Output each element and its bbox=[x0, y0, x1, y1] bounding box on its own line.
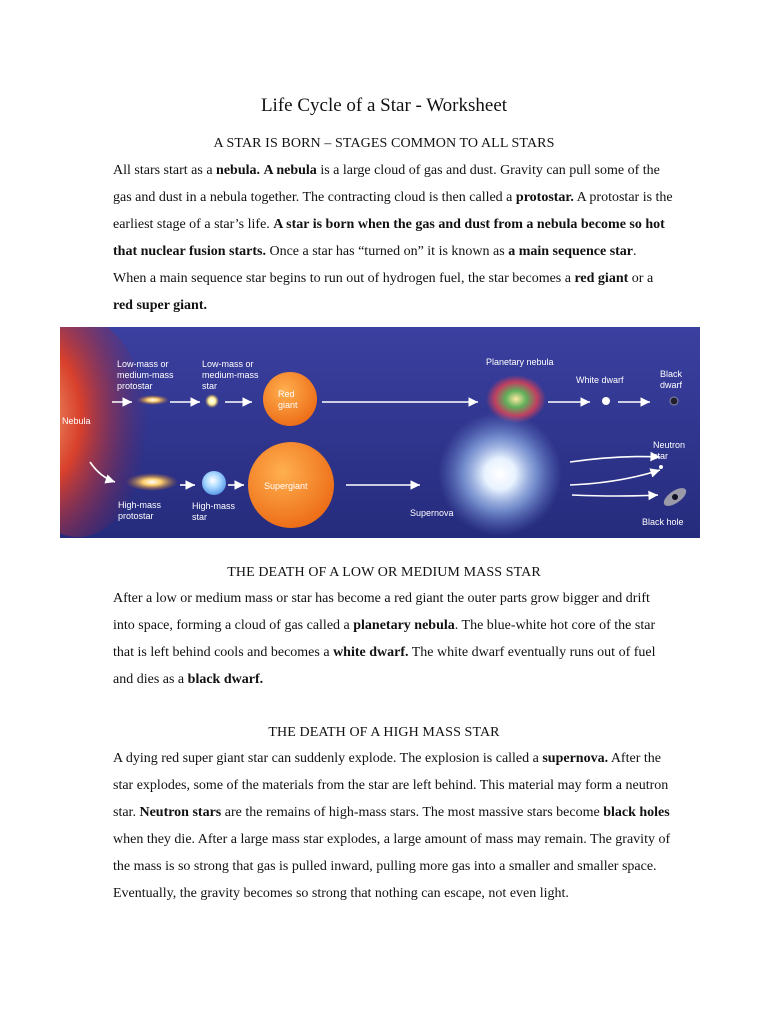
section-heading-high-mass-death: THE DEATH OF A HIGH MASS STAR bbox=[268, 725, 500, 740]
label-planetary-nebula: Planetary nebula bbox=[486, 357, 554, 367]
label-high-star-1: High-mass bbox=[192, 501, 236, 511]
text-run: or a bbox=[628, 271, 654, 286]
white-dwarf-image bbox=[602, 397, 610, 405]
star-life-cycle-diagram bbox=[60, 327, 700, 538]
low-mass-protostar-image bbox=[137, 395, 169, 405]
text-run: A dying red super giant star can suddenly explode. The explosion is called a bbox=[113, 751, 543, 766]
label-black-hole: Black hole bbox=[642, 517, 684, 527]
bold-term: Neutron stars bbox=[139, 805, 222, 820]
bold-term: a main sequence star bbox=[508, 244, 634, 259]
label-high-protostar-1: High-mass bbox=[118, 500, 162, 510]
label-white-dwarf: White dwarf bbox=[576, 375, 624, 385]
label-low-protostar-1: Low-mass or bbox=[117, 359, 169, 369]
black-dwarf-image bbox=[670, 397, 678, 405]
black-hole-core bbox=[672, 494, 678, 500]
red-giant-image bbox=[263, 372, 317, 426]
label-low-star-2: medium-mass bbox=[202, 370, 259, 380]
label-low-protostar-2: medium-mass bbox=[117, 370, 174, 380]
bold-term: black dwarf. bbox=[187, 672, 264, 687]
bold-term: protostar. bbox=[515, 190, 574, 205]
text-run: After a low or medium mass or star has become a red giant the outer parts grow bigger and drift into space, forming a cloud of gas called a bbox=[113, 591, 650, 633]
label-supernova: Supernova bbox=[410, 508, 454, 518]
text-run: when they die. After a large mass star explodes, a large amount of mass may remain. The gravity of the mass is so strong that gas is pulled inward, pulling more gas into a smaller and smaller space. Eventually, the gravity becomes so strong that nothing can escape, not even light. bbox=[113, 832, 671, 901]
label-neutron-star-1: Neutron bbox=[653, 440, 686, 450]
page-title: Life Cycle of a Star - Worksheet bbox=[260, 95, 508, 116]
label-high-star-2: star bbox=[192, 512, 208, 522]
high-mass-star-image bbox=[202, 471, 226, 495]
bold-term: nebula. bbox=[216, 163, 260, 178]
text-run: . When a main sequence star begins to run out of hydrogen fuel, the star becomes a bbox=[113, 244, 637, 286]
text-run: After the star explodes, some of the materials from the star are left behind. This material may form a neutron star. bbox=[113, 751, 669, 820]
label-low-star-3: star bbox=[202, 381, 218, 391]
label-neutron-star-2: star bbox=[653, 451, 669, 461]
text-run: The white dwarf eventually runs out of fuel and dies as a bbox=[113, 645, 656, 687]
paragraph-low-mass-death bbox=[113, 585, 673, 693]
text-run: A protostar is the earliest stage of a star’s life. bbox=[113, 190, 673, 232]
bold-term: supernova. bbox=[542, 751, 609, 766]
label-supergiant: Supergiant bbox=[264, 481, 308, 491]
label-low-star-1: Low-mass or bbox=[202, 359, 254, 369]
label-red-giant-1: Red bbox=[278, 389, 295, 399]
bold-term: planetary nebula bbox=[353, 618, 455, 633]
paragraph-star-born bbox=[113, 157, 673, 319]
bold-term: red giant bbox=[574, 271, 629, 286]
text-run: are the remains of high-mass stars. The most massive stars become bbox=[221, 805, 604, 820]
bold-term: A nebula bbox=[263, 163, 317, 178]
label-black-dwarf-2: dwarf bbox=[660, 380, 683, 390]
supernova-image bbox=[438, 412, 562, 536]
label-high-protostar-2: protostar bbox=[118, 511, 154, 521]
text-run: All stars start as a bbox=[113, 163, 217, 178]
text-run: Once a star has “turned on” it is known as bbox=[265, 244, 509, 259]
bold-term: red super giant. bbox=[113, 298, 207, 313]
label-black-dwarf-1: Black bbox=[660, 369, 683, 379]
label-low-protostar-3: protostar bbox=[117, 381, 153, 391]
section-heading-low-mass-death: THE DEATH OF A LOW OR MEDIUM MASS STAR bbox=[227, 565, 541, 580]
bold-term: black holes bbox=[603, 805, 670, 820]
neutron-star-image bbox=[659, 465, 663, 469]
low-mass-star-image bbox=[205, 394, 219, 408]
paragraph-high-mass-death bbox=[113, 745, 673, 907]
label-nebula: Nebula bbox=[62, 416, 91, 426]
label-red-giant-2: giant bbox=[278, 400, 298, 410]
bold-term: white dwarf. bbox=[333, 645, 409, 660]
bold-term: A star is born when the gas and dust from a nebula become so hot that nuclear fusion starts. bbox=[113, 217, 665, 259]
high-mass-protostar-image bbox=[126, 473, 178, 491]
text-run: . The blue-white hot core of the star that is left behind cools and becomes a bbox=[113, 618, 656, 660]
section-heading-star-born: A STAR IS BORN – STAGES COMMON TO ALL STARS bbox=[213, 136, 555, 151]
text-run: is a large cloud of gas and dust. Gravity can pull some of the gas and dust in a nebula together. The contracting cloud is then called a bbox=[113, 163, 660, 205]
